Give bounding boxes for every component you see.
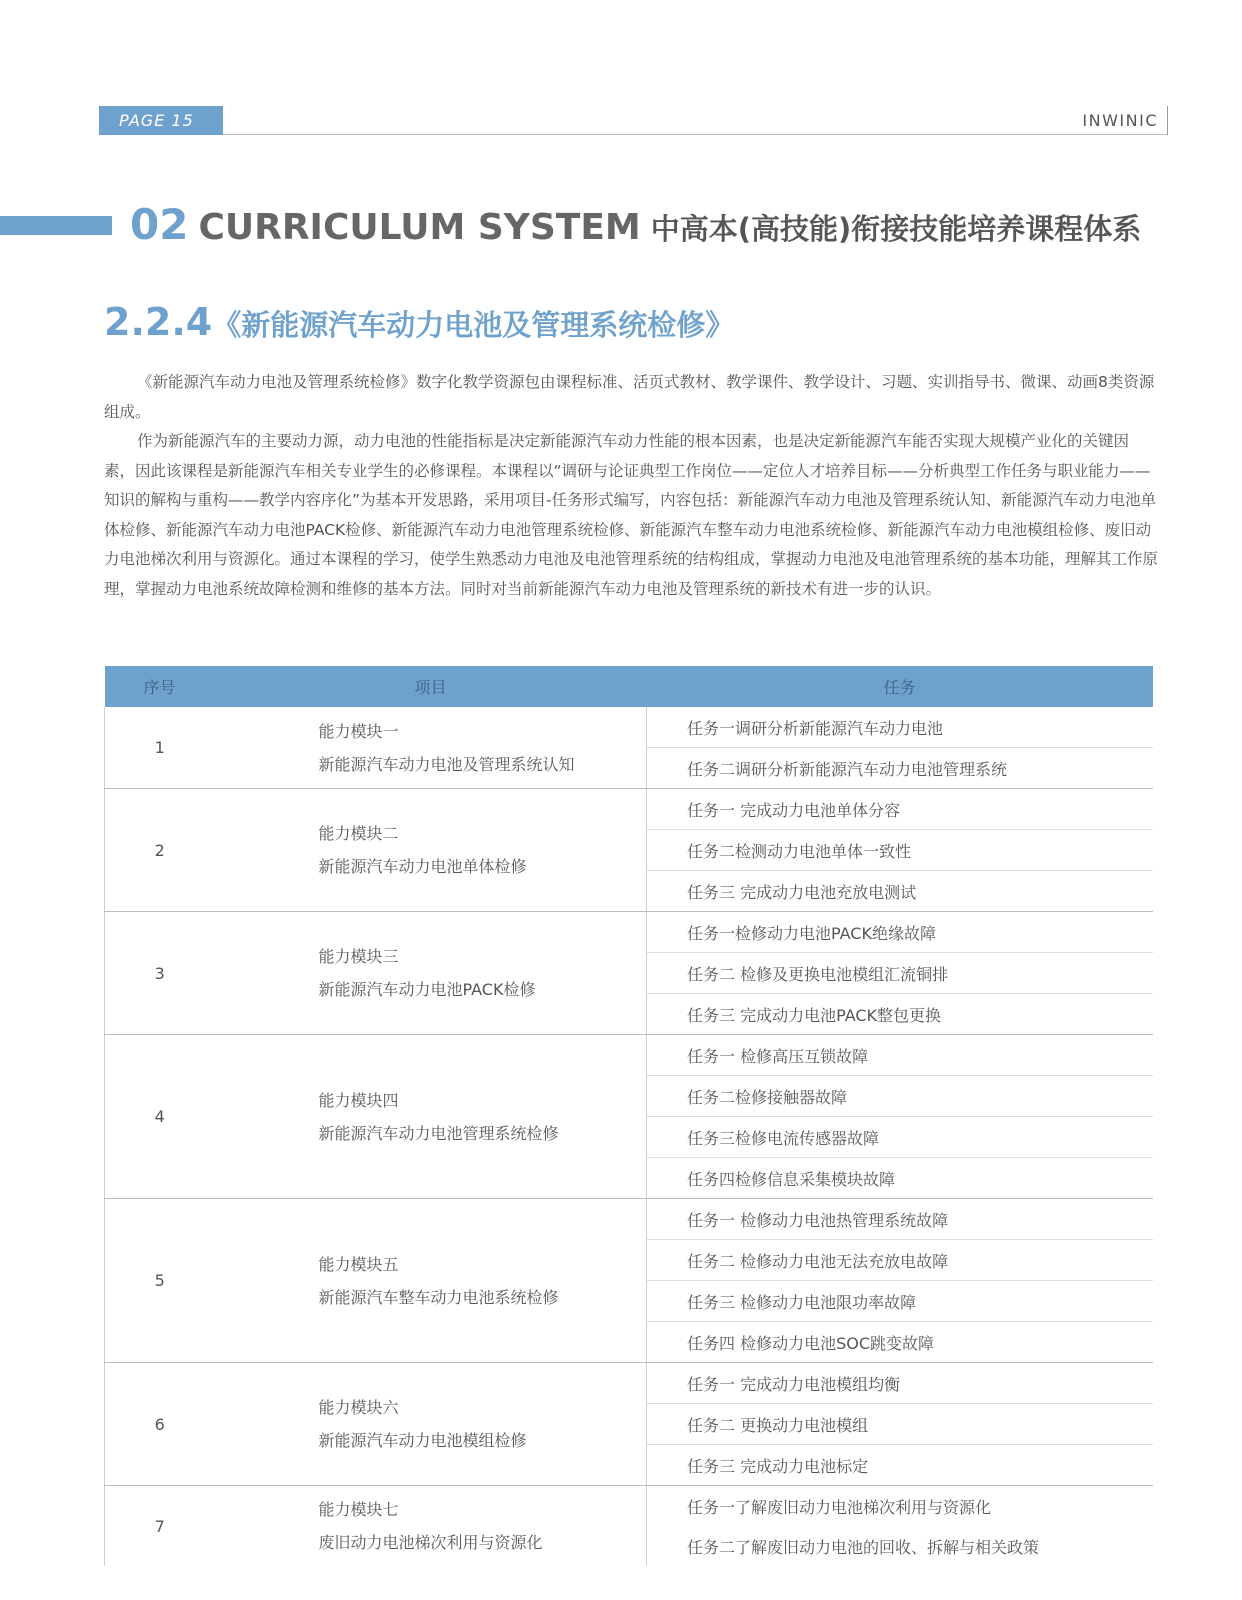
row-number: 4: [105, 1035, 215, 1199]
task-cell: 任务四 检修动力电池SOC跳变故障: [647, 1322, 1153, 1363]
task-cell: 任务三 完成动力电池充放电测试: [647, 871, 1153, 912]
task-cell: 任务二了解废旧动力电池的回收、拆解与相关政策: [687, 1537, 1040, 1557]
table-row: [105, 789, 1153, 830]
row-number: 7: [105, 1486, 215, 1567]
task-cell: 任务一检修动力电池PACK绝缘故障: [647, 912, 1153, 953]
project-name: 新能源汽车动力电池及管理系统认知: [318, 754, 575, 774]
module-label: 能力模块五: [318, 1254, 399, 1274]
subsection-title: 《新能源汽车动力电池及管理系统检修》: [212, 308, 735, 342]
row-number: 3: [105, 912, 215, 1035]
task-cell: 任务三检修电流传感器故障: [647, 1117, 1153, 1158]
intro-paragraph-2: 作为新能源汽车的主要动力源，动力电池的性能指标是决定新能源汽车动力性能的根本因素，也是决定新能源汽车能否实现大规模产业化的关键因素，因此该课程是新能源汽车相关专业学生的必修课程。本课程以“调研与论证典型工作岗位——定位人才培养目标——分析典型工作任务与职业能力——知识的解构与重构——教学内容序化”为基本开发思路，采用项目-任务形式编写，内容包括：新能源汽车动力电池及管理系统认知、新能源汽车动力电池单体检修、新能源汽车动力电池PACK检修、新能源汽车动力电池管理系统检修、新能源汽车整车动力电池系统检修、新能源汽车动力电池模组检修、废旧动力电池梯次利用与资源化。通过本课程的学习，使学生熟悉动力电池及电池管理系统的结构组成，掌握动力电池及电池管理系统的基本功能，理解其工作原理，掌握动力电池系统故障检测和维修的基本方法。同时对当前新能源汽车动力电池及管理系统的新技术有进一步的认识。: [104, 432, 1159, 598]
module-label: 能力模块二: [318, 824, 399, 843]
section-title-zh: 中高本(高技能)衔接技能培养课程体系: [650, 212, 1142, 246]
module-label: 能力模块六: [318, 1398, 399, 1417]
project-name: 新能源汽车动力电池管理系统检修: [318, 1123, 559, 1143]
task-cell: 任务三 检修动力电池限功率故障: [647, 1281, 1153, 1322]
project-cell: [215, 1486, 647, 1567]
table-row: [105, 912, 1153, 953]
task-cell: 任务四检修信息采集模块故障: [647, 1158, 1153, 1199]
project-cell: [215, 912, 647, 1035]
project-cell: [215, 707, 647, 789]
page-number-badge: PAGE 15: [99, 106, 223, 135]
task-cell: 任务二 更换动力电池模组: [647, 1404, 1153, 1445]
section-title-en: CURRICULUM SYSTEM: [198, 207, 641, 248]
table-row: [105, 1199, 1153, 1240]
section-number: 02: [130, 200, 189, 249]
intro-paragraph-1: 《新能源汽车动力电池及管理系统检修》数字化教学资源包由课程标准、活页式教材、教学课件、教学设计、习题、实训指导书、微课、动画8类资源组成。: [104, 373, 1155, 421]
task-cell: 任务二 检修动力电池无法充放电故障: [647, 1240, 1153, 1281]
module-label: 能力模块七: [318, 1500, 399, 1519]
module-label: 能力模块一: [318, 721, 399, 741]
task-cell: 任务一 检修高压互锁故障: [647, 1035, 1153, 1076]
subsection-heading: [104, 300, 734, 352]
brand-name: INWINIC: [1082, 111, 1158, 130]
row-number: 1: [105, 707, 215, 789]
table-header-row: [105, 666, 1153, 707]
task-cell: 任务二调研分析新能源汽车动力电池管理系统: [647, 748, 1153, 789]
module-label: 能力模块三: [318, 947, 399, 966]
task-cell: 任务二检修接触器故障: [647, 1076, 1153, 1117]
header-project: 项目: [215, 666, 647, 707]
task-cell: 任务一调研分析新能源汽车动力电池: [647, 707, 1153, 748]
table-row: [105, 1035, 1153, 1076]
section-accent-bar: [0, 216, 112, 235]
task-cell: 任务一 检修动力电池热管理系统故障: [647, 1199, 1153, 1240]
task-cell: 任务二检测动力电池单体一致性: [647, 830, 1153, 871]
task-cell: 任务三 完成动力电池标定: [647, 1445, 1153, 1486]
task-cell: 任务一 完成动力电池模组均衡: [647, 1363, 1153, 1404]
subsection-number: 2.2.4: [104, 300, 213, 344]
project-cell: [215, 1199, 647, 1363]
row-number: 6: [105, 1363, 215, 1486]
header-num: 序号: [105, 666, 215, 707]
header-task: 任务: [647, 666, 1153, 707]
row-number: 5: [105, 1199, 215, 1363]
table-row: [105, 707, 1153, 748]
task-cell: 任务二 检修及更换电池模组汇流铜排: [647, 953, 1153, 994]
module-label: 能力模块四: [318, 1090, 399, 1110]
table-body: [105, 707, 1153, 1566]
project-name: 新能源汽车整车动力电池系统检修: [318, 1287, 559, 1307]
table-row: [105, 1363, 1153, 1404]
project-cell: [215, 1363, 647, 1486]
project-name: 废旧动力电池梯次利用与资源化: [318, 1533, 543, 1552]
table-row: [105, 1486, 1153, 1527]
task-cell: 任务一了解废旧动力电池梯次利用与资源化: [687, 1497, 992, 1517]
project-name: 新能源汽车动力电池PACK检修: [318, 980, 536, 999]
project-name: 新能源汽车动力电池单体检修: [318, 857, 527, 876]
task-cell: 任务三 完成动力电池PACK整包更换: [647, 994, 1153, 1035]
curriculum-table: [104, 666, 1153, 1566]
row-number: 2: [105, 789, 215, 912]
header-rule: [223, 134, 1168, 135]
intro-text: [104, 368, 1158, 604]
section-heading: [130, 200, 1141, 259]
project-cell: [215, 789, 647, 912]
project-name: 新能源汽车动力电池模组检修: [318, 1431, 527, 1450]
project-cell: [215, 1035, 647, 1199]
header-vertical-rule: [1167, 106, 1168, 135]
task-cell: 任务一 完成动力电池单体分容: [647, 789, 1153, 830]
